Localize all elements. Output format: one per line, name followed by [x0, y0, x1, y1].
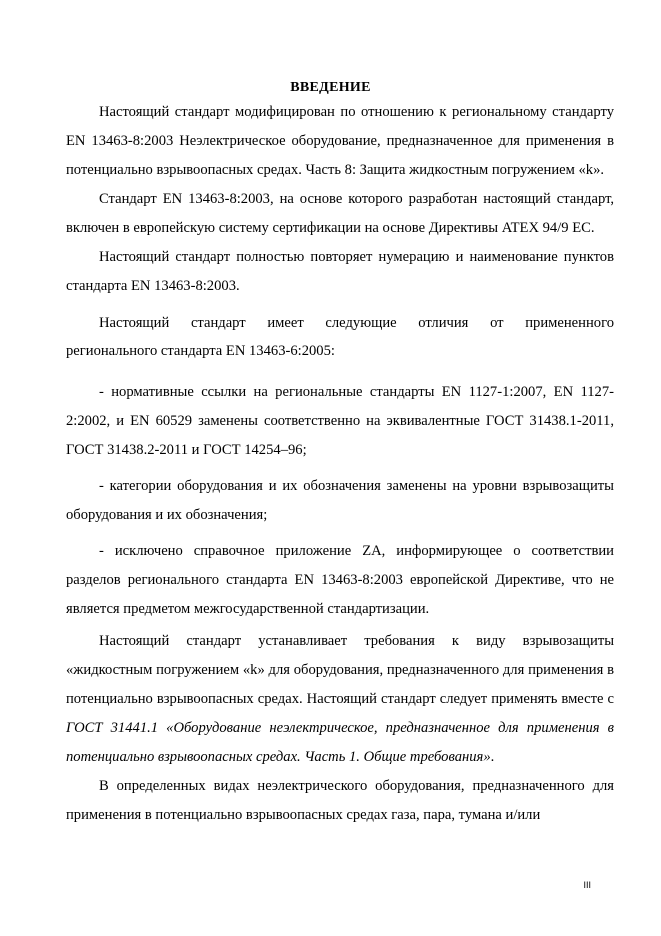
- gost-reference: ГОСТ 31441.1 «Оборудование неэлектрическое, предназначенное для применения в потенциально взрывоопасных средах. Часть 1. Общие требования»: [66, 720, 614, 765]
- section-title: ВВЕДЕНИЕ: [290, 80, 371, 95]
- paragraph-8-end: .: [490, 749, 495, 765]
- body-text: [66, 98, 614, 830]
- paragraph-2: Стандарт EN 13463-8:2003, на основе которого разработан настоящий стандарт, включен в европейскую систему сертификации на основе Директивы ATEX 94/9 EC.: [66, 191, 614, 236]
- page-number: III: [583, 880, 591, 890]
- paragraph-4-line-2: регионального стандарта EN 13463-6:2005:: [66, 343, 335, 359]
- paragraph-7: - исключено справочное приложение ZA, информирующее о соответствии разделов регионального стандарта EN 13463-8:2003 европейской Директиве, что не является предметом межгосударственной стандартизации.: [66, 543, 614, 617]
- paragraph-5: - нормативные ссылки на региональные стандарты EN 1127-1:2007, EN 1127-2:2002, и EN 60529 заменены соответственно на эквивалентные ГОСТ 31438.1-2011, ГОСТ 31438.2-2011 и ГОСТ 14254–96;: [66, 384, 614, 458]
- paragraph-3: Настоящий стандарт полностью повторяет нумерацию и наименование пунктов стандарта EN 13463-8:2003.: [66, 249, 614, 294]
- paragraph-1: Настоящий стандарт модифицирован по отношению к региональному стандарту EN 13463-8:2003 Неэлектрическое оборудование, предназначенное для применения в потенциально взрывоопасных средах. Часть 8: Защита жидкостным погружением «k».: [66, 104, 614, 178]
- paragraph-8: [66, 627, 614, 772]
- paragraph-4-line-1: Настоящий стандарт имеет следующие отличия от примененного: [99, 315, 614, 331]
- paragraph-9: В определенных видах неэлектрического оборудования, предназначенного для применения в потенциально взрывоопасных средах газа, пара, тумана и/или: [66, 778, 614, 823]
- paragraph-6: - категории оборудования и их обозначения заменены на уровни взрывозащиты оборудования и их обозначения;: [66, 478, 614, 523]
- paragraph-8-normal: Настоящий стандарт устанавливает требования к виду взрывозащиты «жидкостным погружением «k» для оборудования, предназначенного для применения в потенциально взрывоопасных средах. Настоящий стандарт следует применять вместе с: [66, 633, 614, 707]
